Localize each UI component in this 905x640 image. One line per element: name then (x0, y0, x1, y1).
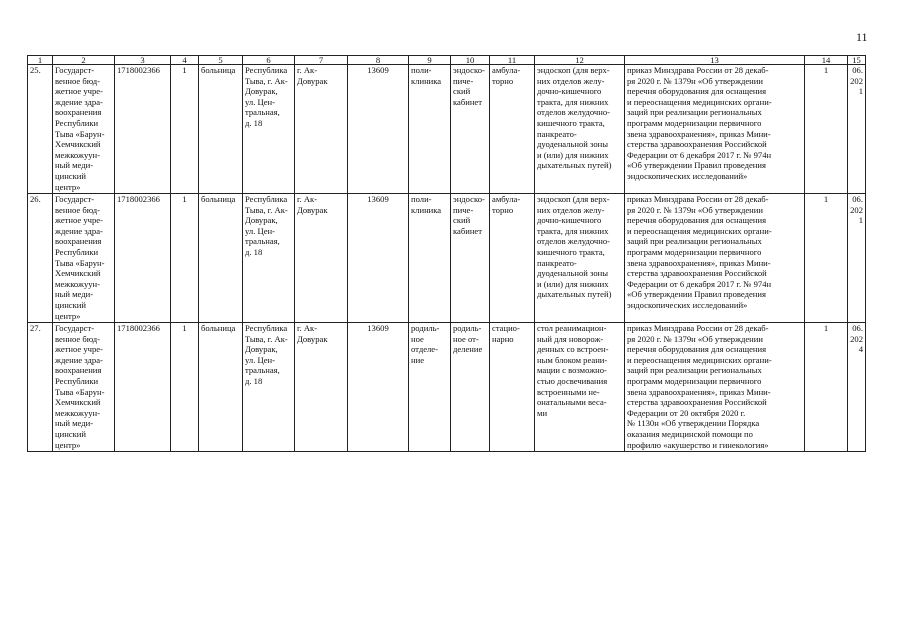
page-number: 11 (856, 30, 868, 44)
column-header: 7 (295, 56, 348, 65)
organization-code: 1718002366 (115, 323, 171, 452)
department: родиль- ное от- деление (451, 323, 490, 452)
column-header: 1 (28, 56, 53, 65)
quantity: 1 (171, 65, 199, 194)
equipment-table (27, 55, 866, 452)
column-header: 4 (171, 56, 199, 65)
delivery-date: 06.2021 (848, 194, 866, 323)
address: Республика Тыва, г. Ак- Довурак, ул. Цен- тральная, д. 18 (243, 323, 295, 452)
column-header: 5 (199, 56, 243, 65)
care-condition: амбула- торно (490, 194, 535, 323)
row-number: 27. (28, 323, 53, 452)
quantity: 1 (171, 194, 199, 323)
table-row (28, 323, 866, 452)
organization-code: 1718002366 (115, 194, 171, 323)
equipment-count: 1 (805, 65, 848, 194)
row-number: 26. (28, 194, 53, 323)
column-header: 14 (805, 56, 848, 65)
regulatory-order: приказ Минздрава России от 28 декаб- ря 2020 г. № 1379н «Об утверждении перечня оборудования для оснащения и переоснащения медицинских органи- заций при реализации региональных программ модернизации первичного звена здравоохранения», приказ Мини- стерства здравоохранения Российской Федерации от 6 декабря 2017 г. № 974н «Об утверждении Правил проведения эндоскопических исследований» (625, 65, 805, 194)
organization-name: Государст- венное бюд- жетное учре- ждение здра- воохранения Республики Тыва «Барун- Хемчикский межкожуун- ный меди- цинский центр» (53, 194, 115, 323)
delivery-date: 06.2024 (848, 323, 866, 452)
column-header: 3 (115, 56, 171, 65)
facility-type: больница (199, 194, 243, 323)
column-header: 11 (490, 56, 535, 65)
column-header: 10 (451, 56, 490, 65)
equipment-description: эндоскоп (для верх- них отделов желу- дочно-кишечного тракта, для нижних отделов желудочно- кишечного тракта, панкреато- дуоденальной зоны и (или) для нижних дыхательных путей) (535, 65, 625, 194)
unit: поли- клиника (409, 65, 451, 194)
table-row (28, 194, 866, 323)
facility-type: больница (199, 65, 243, 194)
column-header: 2 (53, 56, 115, 65)
unit: поли- клиника (409, 194, 451, 323)
oktmo-code: 13609 (348, 65, 409, 194)
organization-code: 1718002366 (115, 65, 171, 194)
city: г. Ак- Довурак (295, 323, 348, 452)
column-header: 6 (243, 56, 295, 65)
unit: родиль- ное отделе- ние (409, 323, 451, 452)
department: эндоско- пиче- ский кабинет (451, 194, 490, 323)
care-condition: стацио- нарно (490, 323, 535, 452)
column-number-row (28, 56, 866, 65)
organization-name: Государст- венное бюд- жетное учре- ждение здра- воохранения Республики Тыва «Барун- Хемчикский межкожуун- ный меди- цинский центр» (53, 65, 115, 194)
equipment-count: 1 (805, 323, 848, 452)
column-header: 15 (848, 56, 866, 65)
organization-name: Государст- венное бюд- жетное учре- ждение здра- воохранения Республики Тыва «Барун- Хемчикский межкожуун- ный меди- цинский центр» (53, 323, 115, 452)
city: г. Ак- Довурак (295, 65, 348, 194)
delivery-date: 06.2021 (848, 65, 866, 194)
table-row (28, 65, 866, 194)
city: г. Ак- Довурак (295, 194, 348, 323)
regulatory-order: приказ Минздрава России от 28 декаб- ря 2020 г. № 1379н «Об утверждении перечня оборудования для оснащения и переоснащения медицинских органи- заций при реализации региональных программ модернизации первичного звена здравоохранения», приказ Мини- стерства здравоохранения Российской Федерации от 20 октября 2020 г. № 1130н «Об утверждении Порядка оказания медицинской помощи по профилю «акушерство и гинекология» (625, 323, 805, 452)
department: эндоско- пиче- ский кабинет (451, 65, 490, 194)
regulatory-order: приказ Минздрава России от 28 декаб- ря 2020 г. № 1379н «Об утверждении перечня оборудования для оснащения и переоснащения медицинских органи- заций при реализации региональных программ модернизации первичного звена здравоохранения», приказ Мини- стерства здравоохранения Российской Федерации от 6 декабря 2017 г. № 974н «Об утверждении Правил проведения эндоскопических исследований» (625, 194, 805, 323)
oktmo-code: 13609 (348, 323, 409, 452)
care-condition: амбула- торно (490, 65, 535, 194)
row-number: 25. (28, 65, 53, 194)
equipment-description: эндоскоп (для верх- них отделов желу- дочно-кишечного тракта, для нижних отделов желудочно- кишечного тракта, панкреато- дуоденальной зоны и (или) для нижних дыхательных путей) (535, 194, 625, 323)
oktmo-code: 13609 (348, 194, 409, 323)
column-header: 8 (348, 56, 409, 65)
address: Республика Тыва, г. Ак- Довурак, ул. Цен- тральная, д. 18 (243, 65, 295, 194)
column-header: 13 (625, 56, 805, 65)
equipment-description: стол реанимацион- ный для новорож- денных со встроен- ным блоком реани- мации с возможно- стью досвечивания встроенными не- онатальными веса- ми (535, 323, 625, 452)
quantity: 1 (171, 323, 199, 452)
facility-type: больница (199, 323, 243, 452)
column-header: 9 (409, 56, 451, 65)
column-header: 12 (535, 56, 625, 65)
equipment-count: 1 (805, 194, 848, 323)
address: Республика Тыва, г. Ак- Довурак, ул. Цен- тральная, д. 18 (243, 194, 295, 323)
